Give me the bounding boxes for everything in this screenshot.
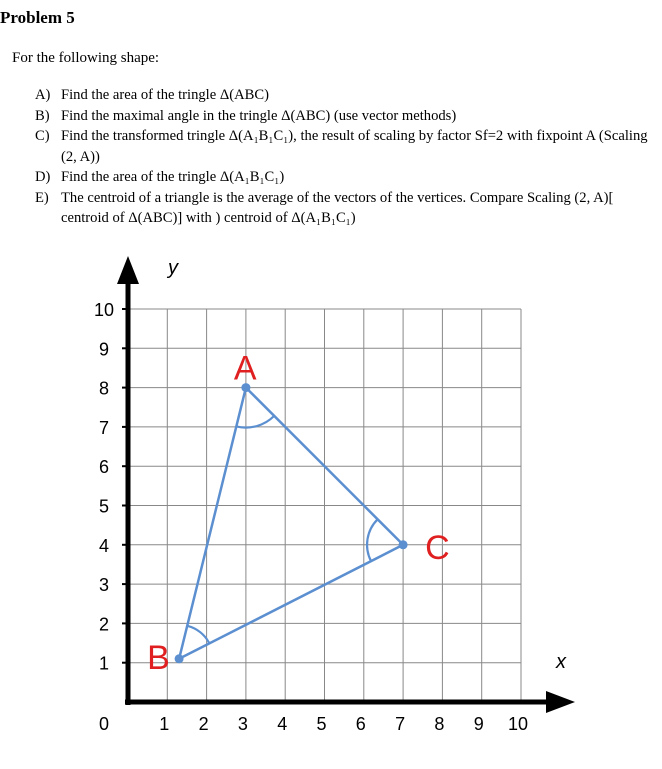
angle-arc-b [187,626,209,644]
vertex-label-b: B [147,638,170,677]
question-text: Find the area of the tringle Δ(ABC) [61,87,269,103]
angle-arc-c [367,519,378,561]
y-tick-label: 9 [98,339,110,360]
vertex-point-c [399,540,408,549]
x-tick-label: 8 [434,714,445,734]
question-text: Find the area of the tringle Δ(A₁B₁C₁) [61,169,285,185]
vertex-label-c: C [425,528,450,567]
coordinate-axes [117,256,575,713]
question-label: E) [35,189,49,206]
problem-title: Problem 5 [0,8,75,27]
problem-intro: For the following shape: [12,50,160,66]
question-label: B) [35,107,50,124]
x-tick-label: 1 [159,714,170,734]
triangle-outline [179,388,403,659]
question-text: Find the transformed tringle Δ(A₁B₁C₁), the result of scaling by factor Sf=2 with fixpoint A (Scaling (2, A)) [61,128,648,165]
x-axis-arrow-icon [546,691,575,713]
x-tick-label: 9 [473,714,484,734]
y-tick-label: 6 [98,457,110,478]
y-tick-label: 3 [98,575,110,596]
y-tick-label: 8 [98,378,110,399]
x-tick-label: 2 [198,714,209,734]
vertex-label-a: A [233,349,257,388]
question-label: C) [35,128,50,144]
y-tick-label: 7 [98,417,110,438]
y-tick-label: 1 [98,653,110,674]
vertex-point-b [175,654,184,663]
x-tick-label: 6 [355,714,366,734]
x-tick-label: 0 [98,714,110,734]
triangle-abc [147,350,450,677]
x-tick-label: 5 [316,714,327,734]
x-tick-label: 10 [507,714,529,734]
y-tick-label: 5 [98,496,110,517]
y-axis-label: y [168,257,178,279]
question-text: Find the maximal angle in the tringle Δ(ABC) (use vector methods) [61,107,457,124]
angle-arc-a [236,416,274,428]
x-tick-label: 3 [237,714,248,734]
question-label: D) [35,169,51,185]
question-text: The centroid of a triangle is the average of the vectors of the vertices. Compare Scaling (2, A)[ centroid of Δ(ABC)] with ) centroid of Δ(A₁B₁C₁) [61,189,614,226]
question-label: A) [35,87,51,103]
x-tick-label: 7 [395,714,406,734]
y-tick-label: 10 [93,300,115,320]
y-axis-arrow-icon [117,256,139,284]
y-tick-label: 2 [98,614,110,635]
y-tick-label: 4 [98,535,110,556]
x-axis-label: x [556,651,566,673]
x-tick-label: 4 [277,714,288,734]
